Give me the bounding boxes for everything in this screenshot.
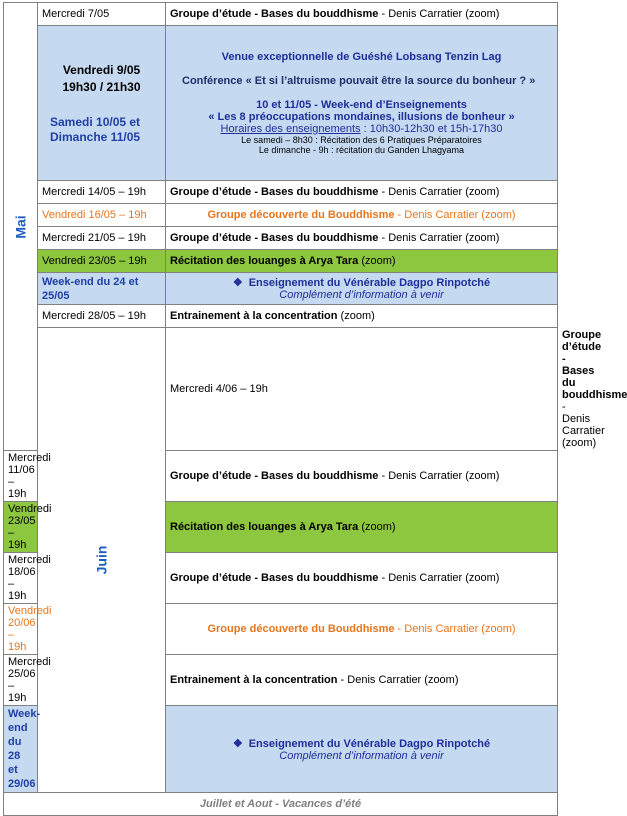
row-date: Week-end du 28 et 29/06 xyxy=(4,706,38,793)
row-event: Entrainement à la concentration - Denis Carratier (zoom) xyxy=(166,655,558,706)
row-event: ❖ Enseignement du Vénérable Dagpo Rinpotché Complément d’information à venir xyxy=(166,273,558,305)
hours-line: Horaires des enseignements : 10h30-12h30 et 15h-17h30 xyxy=(220,123,503,135)
diamond-bullet-icon: ❖ xyxy=(232,737,243,750)
weekend-title: 10 et 11/05 - Week-end d’Enseignements xyxy=(256,99,467,111)
row-date: Vendredi 23/05 – 19h xyxy=(4,502,38,553)
table-row xyxy=(4,273,558,305)
row-event: Groupe d’étude - Bases du bouddhisme - Denis Carratier (zoom) xyxy=(166,227,558,250)
table-row xyxy=(4,305,558,328)
row-event: Groupe d’étude - Bases du bouddhisme - Denis Carratier (zoom) xyxy=(166,3,558,26)
weekend-subtitle: « Les 8 préoccupations mondaines, illusions de bonheur » xyxy=(208,111,515,123)
row-date: Mercredi 21/05 – 19h xyxy=(38,227,166,250)
row-event: Récitation des louanges à Arya Tara (zoom) xyxy=(166,502,558,553)
table-row: Juin Mercredi 4/06 – 19h Groupe d’étude - Bases du bouddhisme - Denis Carratier (zoom) xyxy=(4,328,558,451)
row-date: Mercredi 11/06 – 19h xyxy=(4,451,38,502)
row-event: Groupe d’étude - Bases du bouddhisme - Denis Carratier (zoom) xyxy=(166,181,558,204)
row-date: Mercredi 14/05 – 19h xyxy=(38,181,166,204)
venue-title: Venue exceptionnelle de Guéshé Lobsang Tenzin Lag xyxy=(221,51,502,63)
row-date: Mercredi 4/06 – 19h xyxy=(166,328,558,451)
table-row xyxy=(4,204,558,227)
diamond-bullet-icon: ❖ xyxy=(232,277,243,289)
table-row xyxy=(4,181,558,204)
table-row xyxy=(4,3,558,26)
row-event: Groupe d’étude - Bases du bouddhisme - Denis Carratier (zoom) xyxy=(166,451,558,502)
row-event: Groupe d’étude - Bases du bouddhisme - Denis Carratier (zoom) xyxy=(166,553,558,604)
row-event: Groupe découverte du Bouddhisme - Denis Carratier (zoom) xyxy=(166,604,558,655)
schedule-table xyxy=(3,2,627,816)
table-row xyxy=(4,227,558,250)
row-date: Vendredi 16/05 – 19h xyxy=(38,204,166,227)
table-row xyxy=(4,250,558,273)
row-date: Mercredi 28/05 – 19h xyxy=(38,305,166,328)
footer-row xyxy=(4,793,558,816)
vacation-note: Juillet et Aout - Vacances d’été xyxy=(4,793,558,816)
row-event: Entrainement à la concentration (zoom) xyxy=(166,305,558,328)
row-event: ❖ Enseignement du Vénérable Dagpo Rinpotché Complément d’information à venir xyxy=(166,706,558,793)
row-event: Récitation des louanges à Arya Tara (zoom) xyxy=(166,250,558,273)
feature-dates: Vendredi 9/05 19h30 / 21h30 Samedi 10/05 et Dimanche 11/05 xyxy=(38,26,166,181)
saturday-line: Le samedi – 8h30 : Récitation des 6 Pratiques Préparatoires xyxy=(241,135,482,145)
feature-description xyxy=(166,26,558,181)
conference-title: Conférence « Et si l’altruisme pouvait être la source du bonheur ? » xyxy=(182,75,536,87)
month-label-may: Mai xyxy=(4,3,38,451)
row-date: Mercredi 18/06 – 19h xyxy=(4,553,38,604)
row-date: Week-end du 24 et 25/05 xyxy=(38,273,166,305)
sunday-line: Le dimanche - 9h : récitation du Ganden Lhagyama xyxy=(258,145,465,155)
month-label-june: Juin xyxy=(38,328,166,793)
row-event: Groupe découverte du Bouddhisme - Denis Carratier (zoom) xyxy=(166,204,558,227)
row-date: Mercredi 25/06 – 19h xyxy=(4,655,38,706)
feature-row xyxy=(4,26,558,181)
row-date: Vendredi 20/06 – 19h xyxy=(4,604,38,655)
row-date: Mercredi 7/05 xyxy=(38,3,166,26)
row-date: Vendredi 23/05 – 19h xyxy=(38,250,166,273)
